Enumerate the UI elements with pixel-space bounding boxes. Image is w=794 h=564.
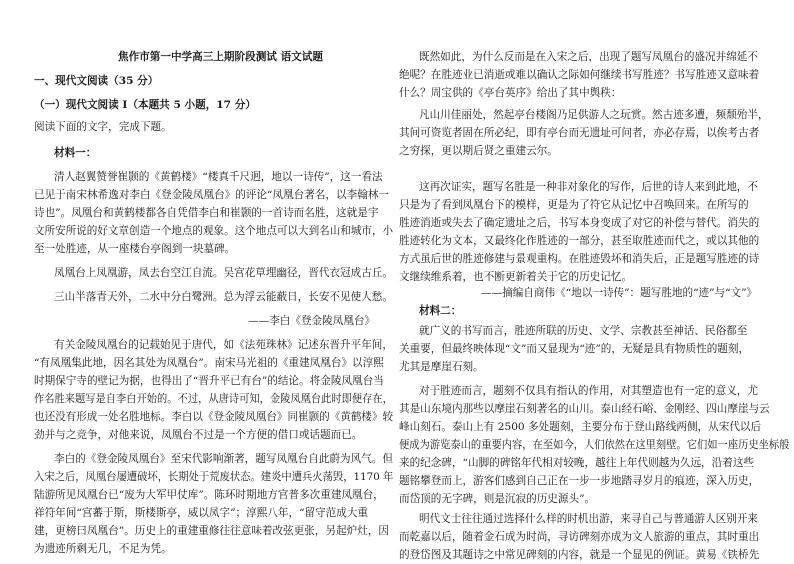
paragraph-line: 有关金陵凤凰台的记载始见于唐代，如《法苑珠林》记述东晋升平年间，	[54, 339, 393, 351]
right-column	[397, 0, 794, 561]
quote-line: 凡山川佳丽处，然起亭台楼阁乃足供游人之玩赏。然古迹多遭，频颓殆半，	[419, 109, 769, 121]
paragraph-line: 关重要，但最终映体现“文”而又显现为“迹”的，无疑是具有物质性的题刻，	[399, 343, 750, 355]
paragraph-line: 也还没有形成一处名胜地标。李白以《登金陵凤凰台》同崔颢的《黄鹤楼》较	[34, 411, 394, 423]
paragraph-line: 李白的《登金陵凤凰台》至宋代影响渐著，题写凤凰台自此蔚为风气。但	[54, 453, 393, 465]
paragraph-line: 而岱顶的无字碑，则是沉寂的历史源头”。	[399, 493, 596, 505]
paragraph-line: 祥符年间“宫蕃于斯，斯楼斯亭，威以凤字”；淳熙八年，“留守范成大重	[34, 507, 369, 519]
paragraph-line: “有凤凰集此地，因名其处为凤凰台”。南宋马光祖的《重建凤凰台》以淳熙	[34, 357, 384, 369]
paragraph-line: 尤其是摩崖石刻。	[399, 361, 484, 373]
paragraph-line: 诗也”。凤凰台和黄鹤楼都各自凭借李白和崔颢的一首诗而名胜，这就是宇	[34, 207, 379, 219]
paragraph-line: 只是为了看到凤凰台下的模样，更是为了符它从记忆中召唤回来。在所写的	[399, 199, 749, 211]
quote-line: 其间可资览者固在所必纪，即有亭台而无遗址可问者，亦必存焉，以俟考古者	[399, 127, 760, 139]
paragraph-line: 什么？周宝供的《亭台英序》给出了其中舆秩：	[399, 87, 622, 99]
subsection-heading: （一）现代文阅读 I（本题共 5 小题，17 分）	[34, 99, 256, 111]
material-two-label: 材料二：	[419, 305, 462, 317]
paragraph-line: 胜迹消逝或失去了确定遗址之后，书写本身变成了对它的补偿与替代。消失的	[399, 217, 760, 229]
paragraph-line: 建，更榜曰凤凰台”。历史上的重建重修往往意味着改弦更张，另起炉灶，因	[34, 525, 390, 537]
instruction-text: 阅读下面的文字，完成下题。	[34, 121, 172, 133]
paragraph-line: 而乾嘉以后，随着金石成为时尚，寻访碑刻亦成为文人旅游的重点，其时重出	[399, 531, 760, 543]
paragraph-line: 既然如此，为什么反而是在入宋之后，出现了题写凤凰台的盛况并绵延不	[419, 51, 758, 63]
paragraph-line: 其是山东境内那些以摩崖石刻著名的山川。泰山经石峪、金刚经、四山摩崖与云	[399, 403, 770, 415]
paragraph-line: 就广义的书写而言，胜迹所联的历史、文学、宗教甚至神话、民俗都至	[419, 325, 748, 337]
paragraph-line: 时期保宁寺的壁记为据，也得出了“晋升平已有台”的结论。将金陵凤凰台当	[34, 375, 384, 387]
paragraph-line: 清人赵翼赞誉崔颢的《黄鹤楼》“楼真千尺迥，地以一诗传”，这一看法	[54, 171, 383, 183]
paragraph-line: 至一处胜迹，从一座楼台亭阁到一块墓碑。	[34, 243, 236, 255]
paragraph-line: 为遗迹所剩无几，不足为凭。	[34, 543, 172, 555]
paragraph-line: 的登岱图及其题诗之中常见碑刻的内容，就是一个显见的例证。黄易《铁桥先	[399, 549, 760, 561]
paragraph-line: 劲并与之竞争，对他来说，凤凰台不过是一个方便的借口或话题而已。	[34, 429, 363, 441]
quote-line: 之穷探，更以期后贤之重建云尔。	[399, 145, 558, 157]
paragraph-line: 来的纪念碑，“山脚的碑铭年代相对较晚，越往上年代则越为久远，沿着这些	[399, 457, 755, 469]
paragraph-line: 方式虽后世的胜迹修建与景观重构。在胜迹毁坏和消失后，正是题写胜迹的诗	[399, 253, 760, 265]
paragraph-line: 文继续维系着，也不断更新着关于它的历史记忆。	[399, 271, 633, 283]
poem-line: 凤凰台上凤凰游，凤去台空江自流。吴宫花草埋幽径，晋代衣冠成古丘。	[54, 267, 393, 279]
section-heading: 一、现代文阅读（35 分）	[34, 75, 159, 87]
source-citation: ——摘编自商伟《“地以一诗传”：题写胜地的“迹”与“文”》	[481, 287, 758, 299]
paragraph-line: 文所安所说的好文章创造一个地点的观象。这个地点可以大到名山和城市，小	[34, 225, 394, 237]
paragraph-line: 这再次证实，题写名胜是一种非对象化的写作，后世的诗人来到此地，不	[419, 181, 758, 193]
page-title: 焦作市第一中学高三上期阶段测试 语文试题	[118, 51, 323, 63]
paragraph-line: 入宋之后，凤凰台屡遭破坏，长期处于荒废状态。建炎中遭兵火荡毁，1170 年	[34, 471, 394, 483]
paragraph-line: 明代文士往往通过选择什么样的时机出游，来寻自己与普通游人区别开来	[419, 513, 758, 525]
paragraph-line: 陆游所见凤凰台已“废为大军甲仗库”。陈环时期地方官普多次重建凤凰台，	[34, 489, 384, 501]
paragraph-line: 峰山刻石。泰山上有 2500 多处题刻，主要分布于登山路线两侧，从宋代以后	[399, 421, 762, 433]
paragraph-line: 便成为游览泰山的重要内容，在至如今，人们依然在这里刻壁。它们如一座历史坐标般	[399, 439, 790, 451]
paragraph-line: 题铭攀登而上，游客们感到自己正在一步一步地踏寻岁月的痕迹，深入历史，	[399, 475, 760, 487]
left-column	[0, 0, 397, 561]
poem-line: 三山半落青天外，二水中分白鹭洲。总为浮云能蔽日，长安不见使人愁。	[54, 291, 393, 303]
poem-source: ——李白《登金陵凤凰台》	[248, 315, 376, 327]
paragraph-line: 已见于南宋林希逸对李白《登金陵凤凰台》的评论“凤凰台著名，以李翰林一	[34, 189, 390, 201]
paragraph-line: 胜迹转化为文本，又最终化作胜迹的一部分，甚至取胜迹而代之，或以其他的	[399, 235, 760, 247]
paragraph-line: 作名胜来题写是自李白开始的。不过，从唐诗可知，金陵凤凰台此时即便存在，	[34, 393, 393, 405]
material-one-label: 材料一：	[54, 147, 97, 159]
paragraph-line: 对于胜迹而言，题刻不仅具有指认的作用，对其塑造也有一定的意义，尤	[419, 385, 758, 397]
paragraph-line: 绝呢？在胜迹业已消逝或难以确认之际如何继续书写胜迹？书写胜迹又意味着	[399, 69, 760, 81]
